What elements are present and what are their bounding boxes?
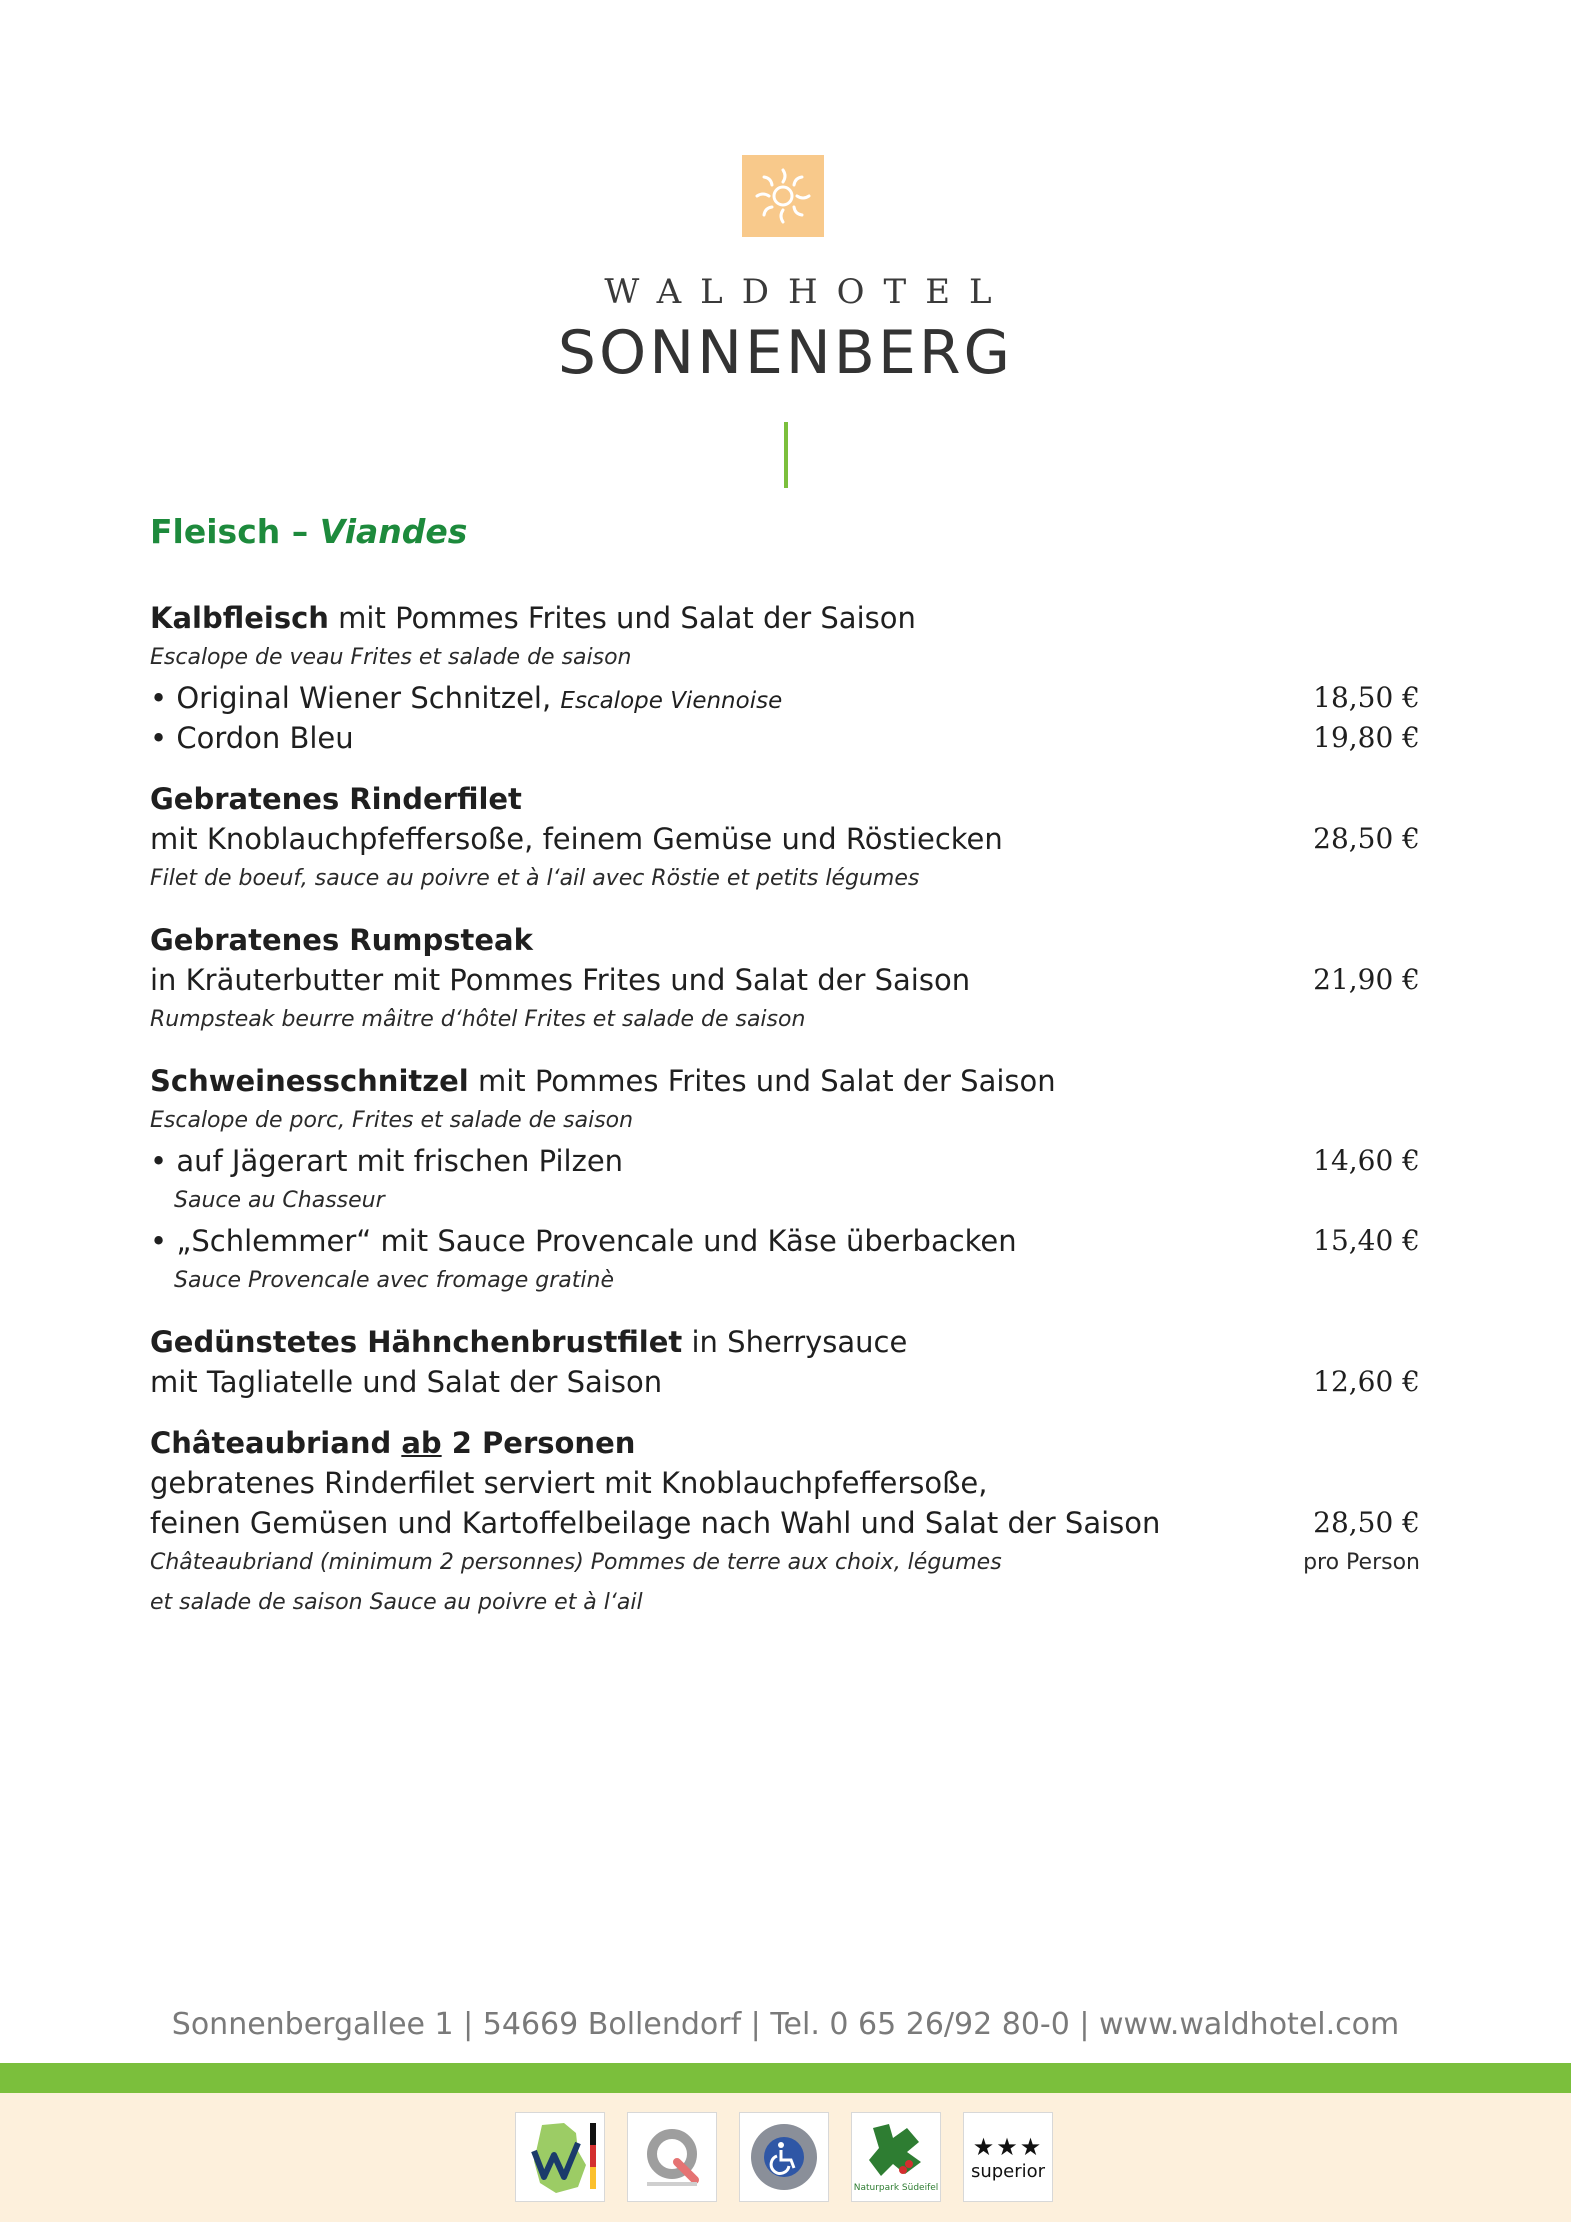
item-desc: mit Pommes Frites und Salat der Saison bbox=[468, 1064, 1056, 1098]
germany-map-icon bbox=[520, 2117, 600, 2197]
item-fr-text: Châteaubriand (minimum 2 personnes) Pommes de terre aux choix, légumes bbox=[150, 1550, 1002, 1575]
menu-list bbox=[150, 598, 1420, 1623]
menu-item-kalbfleisch bbox=[150, 598, 1420, 638]
menu-option bbox=[150, 1221, 1420, 1261]
item-fr bbox=[150, 1543, 1420, 1583]
stars-superior-badge bbox=[963, 2112, 1053, 2202]
item-desc: feinen Gemüsen und Kartoffelbeilage nach Wahl und Salat der Saison bbox=[150, 1506, 1161, 1540]
naturpark-badge-icon bbox=[851, 2112, 941, 2202]
item-desc: mit Pommes Frites und Salat der Saison bbox=[328, 601, 916, 635]
item-desc: in Sherrysauce bbox=[682, 1325, 908, 1359]
w-germany-badge-icon bbox=[515, 2112, 605, 2202]
address: Sonnenbergallee 1 | 54669 Bollendorf | Tel. 0 65 26/92 80-0 | www.waldhotel.com bbox=[171, 2007, 1400, 2042]
section-title bbox=[150, 512, 467, 551]
item-name: Châteaubriand bbox=[150, 1426, 402, 1460]
badges bbox=[515, 2112, 1053, 2202]
price: 28,50 € bbox=[1313, 1506, 1420, 1539]
sun-logo-icon bbox=[742, 155, 824, 237]
item-fr: Rumpsteak beurre mâitre d‘hôtel Frites et salade de saison bbox=[150, 1007, 806, 1032]
item-name-ab: ab bbox=[401, 1426, 442, 1460]
item-fr: Escalope de veau Frites et salade de saison bbox=[150, 645, 632, 670]
price: 15,40 € bbox=[1313, 1224, 1420, 1257]
superior-label: superior bbox=[970, 2160, 1046, 2182]
item-desc: gebratenes Rinderfilet serviert mit Knoblauchpfeffersoße, bbox=[150, 1466, 988, 1500]
sun-icon bbox=[753, 166, 813, 226]
option-label: • Cordon Bleu bbox=[150, 721, 354, 755]
price: 28,50 € bbox=[1313, 822, 1420, 855]
item-desc: in Kräuterbutter mit Pommes Frites und Salat der Saison bbox=[150, 963, 971, 997]
option-fr: Sauce Provencale avec fromage gratinè bbox=[174, 1268, 614, 1293]
divider bbox=[784, 422, 788, 488]
stars-icon: ★★★ bbox=[972, 2132, 1044, 2161]
item-name: Kalbfleisch bbox=[150, 601, 329, 635]
wheelchair-icon bbox=[747, 2120, 821, 2194]
holly-leaf-icon bbox=[853, 2118, 939, 2196]
brand-main: SONNENBERG bbox=[557, 318, 1014, 388]
item-desc-line bbox=[150, 1362, 1420, 1402]
naturpark-text: Naturpark Südeifel bbox=[853, 2183, 939, 2193]
footer-green-bar bbox=[0, 2063, 1571, 2093]
option-label: • Original Wiener Schnitzel, bbox=[150, 681, 561, 715]
item-fr: Escalope de porc, Frites et salade de saison bbox=[150, 1108, 634, 1133]
menu-item-schweineschnitzel bbox=[150, 1061, 1420, 1101]
item-name: Gedünstetes Hähnchenbrustfilet bbox=[150, 1325, 683, 1359]
item-desc-line bbox=[150, 1503, 1420, 1543]
price: 14,60 € bbox=[1313, 1144, 1420, 1177]
item-desc-line bbox=[150, 960, 1420, 1000]
item-desc: mit Tagliatelle und Salat der Saison bbox=[150, 1365, 663, 1399]
section-title-de: Fleisch – bbox=[150, 512, 309, 551]
accessibility-badge-icon bbox=[739, 2112, 829, 2202]
price: 18,50 € bbox=[1313, 681, 1420, 714]
item-desc-line bbox=[150, 1463, 1420, 1503]
menu-item-chateaubriand bbox=[150, 1423, 1420, 1463]
item-name: Gebratenes Rinderfilet bbox=[150, 782, 522, 816]
menu-option bbox=[150, 718, 1420, 758]
option-fr: Sauce au Chasseur bbox=[174, 1188, 385, 1213]
option-label: • „Schlemmer“ mit Sauce Provencale und Käse überbacken bbox=[150, 1224, 1017, 1258]
menu-item-haehnchen bbox=[150, 1322, 1420, 1362]
option-label: • auf Jägerart mit frischen Pilzen bbox=[150, 1144, 624, 1178]
item-fr: Filet de boeuf, sauce au poivre et à l‘ail avec Röstie et petits légumes bbox=[150, 866, 920, 891]
item-desc: mit Knoblauchpfeffersoße, feinem Gemüse und Röstiecken bbox=[150, 822, 1003, 856]
option-fr: Escalope Viennoise bbox=[560, 688, 783, 714]
menu-item-rinderfilet bbox=[150, 779, 1420, 819]
item-name-rest: 2 Personen bbox=[441, 1426, 636, 1460]
q-quality-badge-icon bbox=[627, 2112, 717, 2202]
per-person-note: pro Person bbox=[1303, 1550, 1420, 1575]
brand-top: WALDHOTEL bbox=[604, 272, 1011, 312]
item-desc-line bbox=[150, 819, 1420, 859]
section-title-fr: Viandes bbox=[319, 512, 468, 551]
menu-option bbox=[150, 1141, 1420, 1181]
menu-item-rumpsteak bbox=[150, 920, 1420, 960]
price: 19,80 € bbox=[1313, 721, 1420, 754]
price: 12,60 € bbox=[1313, 1365, 1420, 1398]
item-name: Gebratenes Rumpsteak bbox=[150, 923, 533, 957]
q-letter-icon bbox=[637, 2122, 707, 2192]
price: 21,90 € bbox=[1313, 963, 1420, 996]
item-fr: et salade de saison Sauce au poivre et à l‘ail bbox=[150, 1590, 643, 1615]
item-name: Schweinesschnitzel bbox=[150, 1064, 469, 1098]
menu-option bbox=[150, 678, 1420, 718]
